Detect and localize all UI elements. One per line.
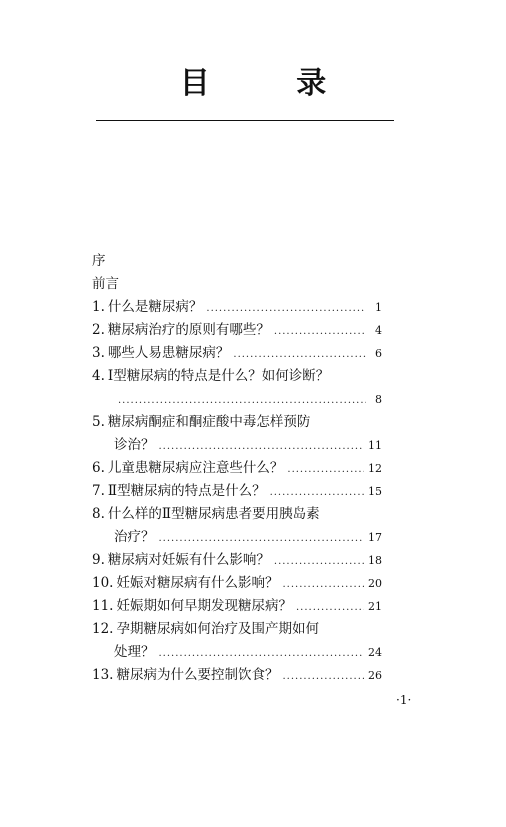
- dot-leader: [274, 550, 364, 573]
- toc-entry-10[interactable]: [92, 572, 382, 595]
- toc-entry-number: 13.: [92, 667, 114, 683]
- title-rule: [96, 120, 394, 121]
- toc-entry-5[interactable]: [92, 411, 382, 434]
- toc-entry-4[interactable]: [92, 365, 382, 388]
- dot-leader: [287, 458, 364, 481]
- toc-page-number: 4: [375, 324, 382, 337]
- toc-page-number: 11: [368, 439, 382, 452]
- toc-entry-2[interactable]: [92, 319, 382, 342]
- toc-entry-number: 4.: [92, 368, 105, 384]
- toc-entry-label: 糖尿病为什么要控制饮食？: [116, 667, 279, 683]
- page-folio: ·1·: [396, 693, 412, 707]
- toc-entry-12[interactable]: [92, 618, 382, 641]
- toc-entry-label: 诊治？: [114, 437, 155, 453]
- toc-entry-label: 妊娠期如何早期发现糖尿病？: [116, 598, 292, 614]
- dot-leader: [159, 527, 365, 550]
- toc-entry-3[interactable]: [92, 342, 382, 365]
- toc-entry-number: 11.: [92, 598, 114, 614]
- toc-entry-label: 什么样的Ⅱ型糖尿病患者要用胰岛素: [107, 506, 320, 522]
- toc-page-number: 6: [375, 347, 382, 360]
- toc-entry-number: 9.: [92, 552, 105, 568]
- toc-entry-number: 6.: [92, 460, 105, 476]
- dot-leader: [233, 343, 366, 366]
- toc-entry-label: 什么是糖尿病？: [107, 299, 203, 315]
- dot-leader: [274, 320, 366, 343]
- dot-leader: [159, 642, 365, 665]
- dot-leader: [282, 573, 364, 596]
- toc-page-number: 8: [375, 393, 382, 406]
- toc-entry-number: 2.: [92, 322, 105, 338]
- toc-entry-label: 糖尿病对妊娠有什么影响？: [107, 552, 270, 568]
- toc-page-number: 17: [368, 531, 382, 544]
- dot-leader: [206, 297, 366, 320]
- toc-page-number: 1: [375, 301, 382, 314]
- toc-entry-11[interactable]: [92, 595, 382, 618]
- toc-entry-7[interactable]: [92, 480, 382, 503]
- toc-entry-label: 处理？: [114, 644, 155, 660]
- toc-entry-number: 10.: [92, 575, 114, 591]
- toc-entry-preface[interactable]: [92, 250, 382, 273]
- toc-entry-8-continued[interactable]: [92, 526, 382, 549]
- toc-entry-label: 糖尿病酮症和酮症酸中毒怎样预防: [107, 414, 311, 430]
- toc-entry-number: 1.: [92, 299, 105, 315]
- toc-page-number: 18: [368, 554, 382, 567]
- toc-entry-8[interactable]: [92, 503, 382, 526]
- dot-leader: [296, 596, 364, 619]
- toc-entry-label: Ⅰ型糖尿病的特点是什么？如何诊断？: [107, 368, 330, 384]
- dot-leader: [159, 435, 365, 458]
- table-of-contents: [92, 250, 382, 687]
- toc-entry-label: 糖尿病治疗的原则有哪些？: [107, 322, 270, 338]
- page-title: 目 录: [179, 66, 365, 101]
- toc-entry-label: 妊娠对糖尿病有什么影响？: [116, 575, 279, 591]
- toc-page-number: 12: [368, 462, 382, 475]
- toc-entry-1[interactable]: [92, 296, 382, 319]
- toc-entry-number: 8.: [92, 506, 105, 522]
- toc-entry-5-continued[interactable]: [92, 434, 382, 457]
- toc-page-number: 24: [368, 646, 382, 659]
- toc-page-number: 20: [368, 577, 382, 590]
- toc-entry-4-continued[interactable]: [92, 388, 382, 411]
- toc-entry-label: Ⅱ型糖尿病的特点是什么？: [107, 483, 266, 499]
- dot-leader: [118, 389, 366, 412]
- toc-page-number: 21: [368, 600, 382, 613]
- toc-entry-label: 儿童患糖尿病应注意些什么？: [107, 460, 284, 476]
- toc-entry-number: 7.: [92, 483, 105, 499]
- dot-leader: [270, 481, 364, 504]
- toc-entry-label: 孕期糖尿病如何治疗及围产期如何: [116, 621, 319, 637]
- toc-entry-9[interactable]: [92, 549, 382, 572]
- toc-page-number: 26: [368, 669, 382, 682]
- toc-entry-label: 哪些人易患糖尿病？: [107, 345, 230, 361]
- toc-entry-number: 5.: [92, 414, 105, 430]
- toc-entry-number: 3.: [92, 345, 105, 361]
- toc-entry-13[interactable]: [92, 664, 382, 687]
- toc-entry-12-continued[interactable]: [92, 641, 382, 664]
- dot-leader: [282, 665, 364, 688]
- toc-entry-foreword[interactable]: [92, 273, 382, 296]
- toc-entry-label: 治疗？: [114, 529, 155, 545]
- toc-entry-label: 前言: [92, 276, 119, 292]
- toc-entry-6[interactable]: [92, 457, 382, 480]
- toc-entry-number: 12.: [92, 621, 114, 637]
- toc-entry-label: 序: [92, 253, 106, 269]
- toc-page-number: 15: [368, 485, 382, 498]
